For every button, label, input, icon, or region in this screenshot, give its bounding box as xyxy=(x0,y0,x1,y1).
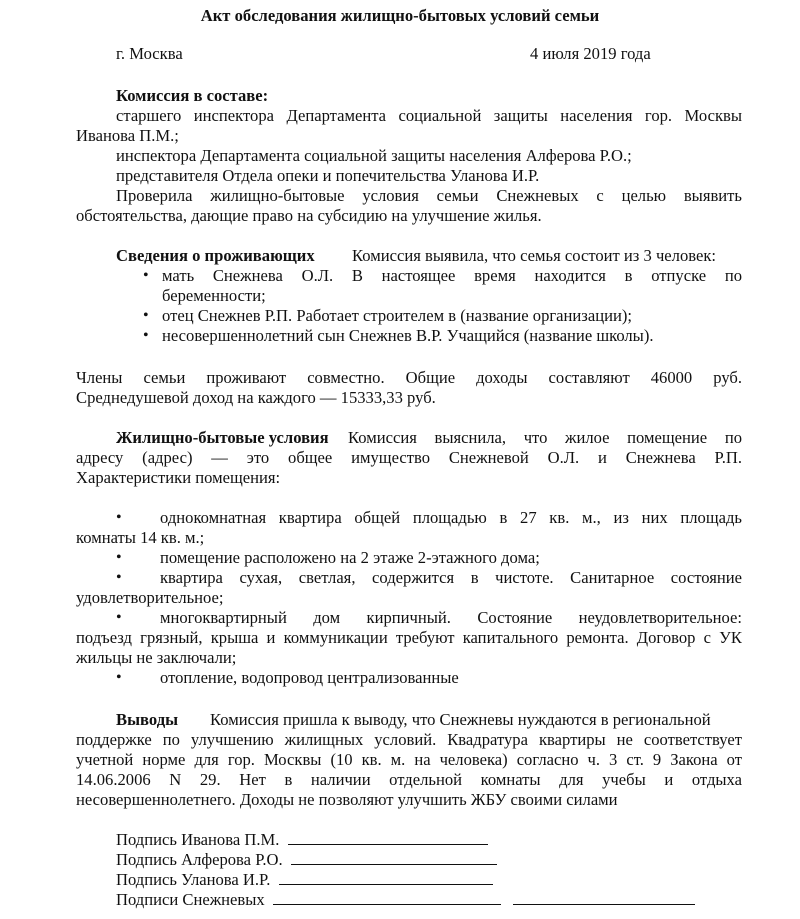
signature-label: Подписи Снежневых xyxy=(116,890,265,909)
residents-intro: Комиссия выявила, что семья состоит из 3 человек: xyxy=(352,246,717,265)
signature-line[interactable] xyxy=(273,890,501,905)
commission-member-1-line1: старшего инспектора Департамента социальной защиты населения гор. Москвы xyxy=(116,106,742,125)
living-item-3-line2: удовлетворительное; xyxy=(76,588,224,607)
bullet-icon: • xyxy=(116,609,122,626)
living-intro-line1: Комиссия выяснила, что жилое помещение по xyxy=(348,428,742,447)
conclusions-line2: поддержке по улучшению жилищных условий. Квадратура квартиры не соответствует xyxy=(76,730,742,749)
signature-row-alferov xyxy=(116,850,497,870)
income-line1: Члены семьи проживают совместно. Общие доходы составляют 46000 руб. xyxy=(76,368,742,387)
conclusions-line4: 14.06.2006 N 29. Нет в наличии отдельной комнаты для учебы и отдыха xyxy=(76,770,742,789)
bullet-icon: • xyxy=(143,267,149,284)
resident-item-3: несовершеннолетний сын Снежнев В.Р. Учащийся (название школы). xyxy=(162,326,654,345)
living-item-4-line3: жильцы не заключали; xyxy=(76,648,237,667)
resident-item-2: отец Снежнев Р.П. Работает строителем в (название организации); xyxy=(162,306,633,325)
commission-member-3: представителя Отдела опеки и попечительства Уланова И.Р. xyxy=(116,166,540,185)
bullet-icon: • xyxy=(116,509,122,526)
living-item-4-line1: многоквартирный дом кирпичный. Состояние неудовлетворительное: xyxy=(160,608,742,627)
living-intro-line3: Характеристики помещения: xyxy=(76,468,281,487)
bullet-icon: • xyxy=(116,669,122,686)
commission-purpose-line2: обстоятельства, дающие право на субсидию на улучшение жилья. xyxy=(76,206,542,225)
commission-member-1-line2: Иванова П.М.; xyxy=(76,126,179,145)
living-intro-line2: адресу (адрес) — это общее имущество Снежневой О.Л. и Снежнева Р.П. xyxy=(76,448,742,467)
city: г. Москва xyxy=(116,44,183,63)
living-item-1-line1: однокомнатная квартира общей площадью в 27 кв. м., из них площадь xyxy=(160,508,742,527)
signature-line[interactable] xyxy=(291,850,497,865)
date: 4 июля 2019 года xyxy=(530,44,651,63)
signature-line[interactable] xyxy=(279,870,493,885)
conclusions-line3: учетной норме для гор. Москвы (10 кв. м. на человека) согласно ч. 3 ст. 9 Закона от xyxy=(76,750,742,769)
living-item-1-line2: комнаты 14 кв. м.; xyxy=(76,528,205,547)
conclusions-line1: Комиссия пришла к выводу, что Снежневы нуждаются в региональной xyxy=(210,710,711,729)
living-item-5: отопление, водопровод централизованные xyxy=(160,668,459,687)
bullet-icon: • xyxy=(116,569,122,586)
conclusions-line5: несовершеннолетнего. Доходы не позволяют улучшить ЖБУ своими силами xyxy=(76,790,618,809)
resident-item-1-line2: беременности; xyxy=(162,286,266,305)
bullet-icon: • xyxy=(143,327,149,344)
commission-member-2: инспектора Департамента социальной защиты населения Алферова Р.О.; xyxy=(116,146,632,165)
commission-purpose-line1: Проверила жилищно-бытовые условия семьи Снежневых с целью выявить xyxy=(116,186,742,205)
signature-label: Подпись Иванова П.М. xyxy=(116,830,280,849)
commission-heading: Комиссия в составе: xyxy=(116,86,269,105)
residents-heading: Сведения о проживающих xyxy=(116,246,315,265)
bullet-icon: • xyxy=(116,549,122,566)
signature-row-ulanov xyxy=(116,870,493,890)
conclusions-heading: Выводы xyxy=(116,710,179,729)
signature-label: Подпись Уланова И.Р. xyxy=(116,870,271,889)
signature-line[interactable] xyxy=(288,830,488,845)
income-line2: Среднедушевой доход на каждого — 15333,33 руб. xyxy=(76,388,436,407)
resident-item-1-line1: мать Снежнева О.Л. В настоящее время находится в отпуске по xyxy=(162,266,742,285)
signature-row-ivanov xyxy=(116,830,488,850)
bullet-icon: • xyxy=(143,307,149,324)
signature-label: Подпись Алферова Р.О. xyxy=(116,850,283,869)
living-heading: Жилищно-бытовые условия xyxy=(116,428,329,447)
living-item-3-line1: квартира сухая, светлая, содержится в чистоте. Санитарное состояние xyxy=(160,568,742,587)
living-item-4-line2: подъезд грязный, крыша и коммуникации требуют капитального ремонта. Договор с УК xyxy=(76,628,742,647)
document-title: Акт обследования жилищно-бытовых условий семьи xyxy=(200,6,600,25)
signature-line[interactable] xyxy=(513,890,695,905)
living-item-2: помещение расположено на 2 этаже 2-этажного дома; xyxy=(160,548,540,567)
signature-row-snezhnevs xyxy=(116,890,695,910)
